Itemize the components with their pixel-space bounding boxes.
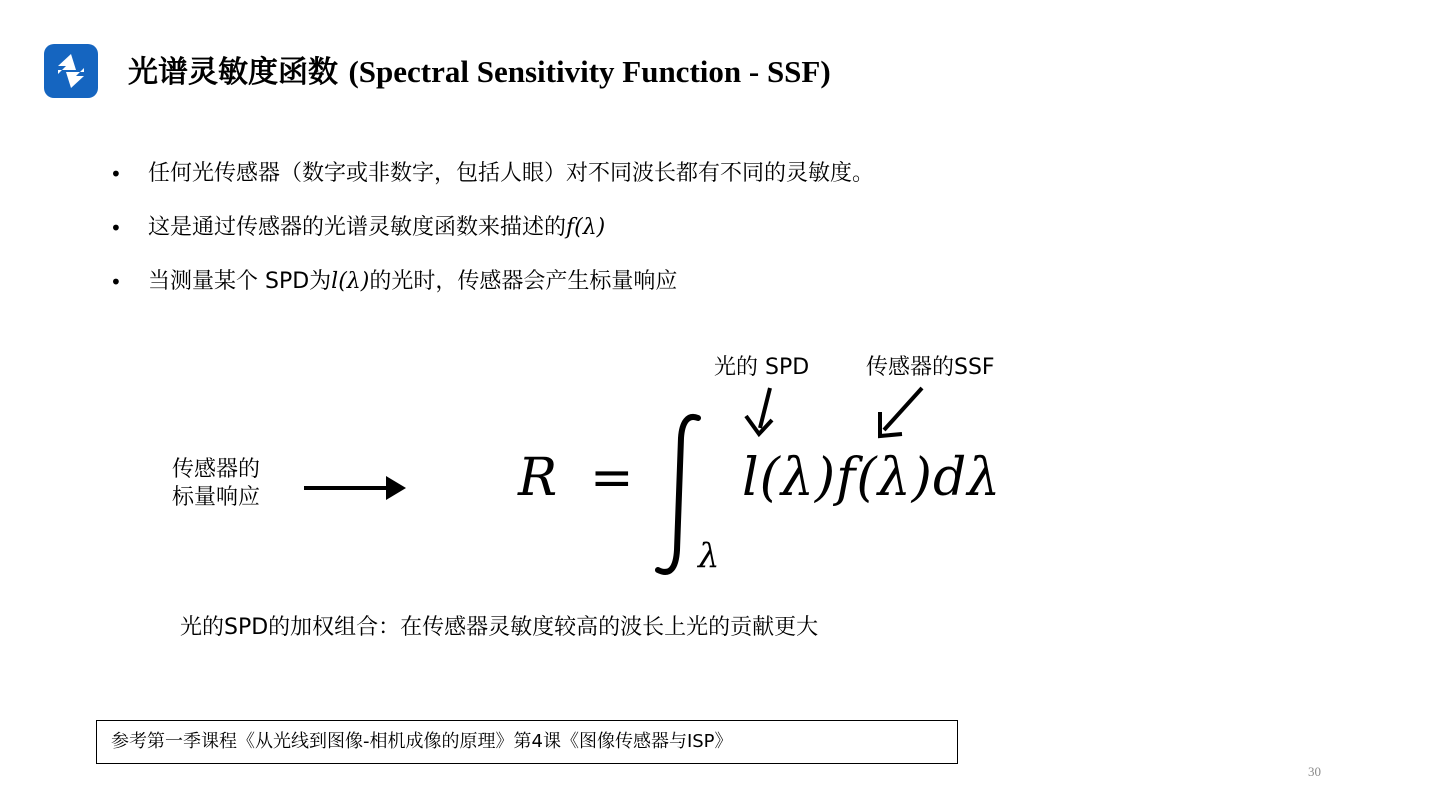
bullet-dot-icon: • bbox=[110, 162, 122, 186]
bullet-dot-icon: • bbox=[110, 270, 122, 294]
weighted-combination-caption: 光的SPD的加权组合：在传感器灵敏度较高的波长上光的贡献更大 bbox=[180, 615, 819, 640]
bullet-text: 任何光传感器（数字或非数字，包括人眼）对不同波长都有不同的灵敏度。 bbox=[148, 161, 875, 186]
scalar-response-label-line2: 标量响应 bbox=[172, 485, 261, 510]
equation-lhs: R bbox=[518, 448, 558, 508]
bullet-text-pre: 当测量某个 SPD为 bbox=[148, 269, 332, 294]
slide-title-en: (Spectral Sensitivity Function - SSF) bbox=[348, 54, 831, 89]
ssf-equation bbox=[510, 390, 1110, 590]
page-number: 30 bbox=[1308, 764, 1321, 779]
reference-box: 参考第一季课程《从光线到图像-相机成像的原理》第4课《图像传感器与ISP》 bbox=[96, 720, 958, 764]
s-arrows-logo-icon bbox=[44, 44, 98, 98]
arrow-right-icon bbox=[300, 470, 410, 506]
integral-subscript: λ bbox=[698, 536, 720, 576]
scalar-response-label bbox=[172, 456, 260, 512]
bullet-math: l(λ) bbox=[331, 269, 370, 294]
slide-title-zh: 光谱灵敏度函数 bbox=[128, 55, 338, 90]
spd-label: 光的 SPD bbox=[714, 355, 810, 380]
scalar-response-label-line1: 传感器的 bbox=[172, 457, 261, 482]
bullet-text: 这是通过传感器的光谱灵敏度函数来描述的 bbox=[148, 215, 567, 240]
bullet-dot-icon: • bbox=[110, 216, 122, 240]
bullet-list bbox=[108, 156, 874, 318]
bullet-text-post: 的光时，传感器会产生标量响应 bbox=[369, 269, 678, 294]
bullet-math: f(λ) bbox=[566, 215, 606, 240]
bullet-item bbox=[108, 210, 874, 264]
equation-equals: = bbox=[590, 448, 634, 508]
equation-integrand: l(λ)f(λ)dλ bbox=[742, 448, 1002, 508]
ssf-label: 传感器的SSF bbox=[866, 355, 995, 380]
bullet-item bbox=[108, 264, 874, 318]
bullet-item bbox=[108, 156, 874, 210]
slide-title bbox=[128, 52, 831, 93]
